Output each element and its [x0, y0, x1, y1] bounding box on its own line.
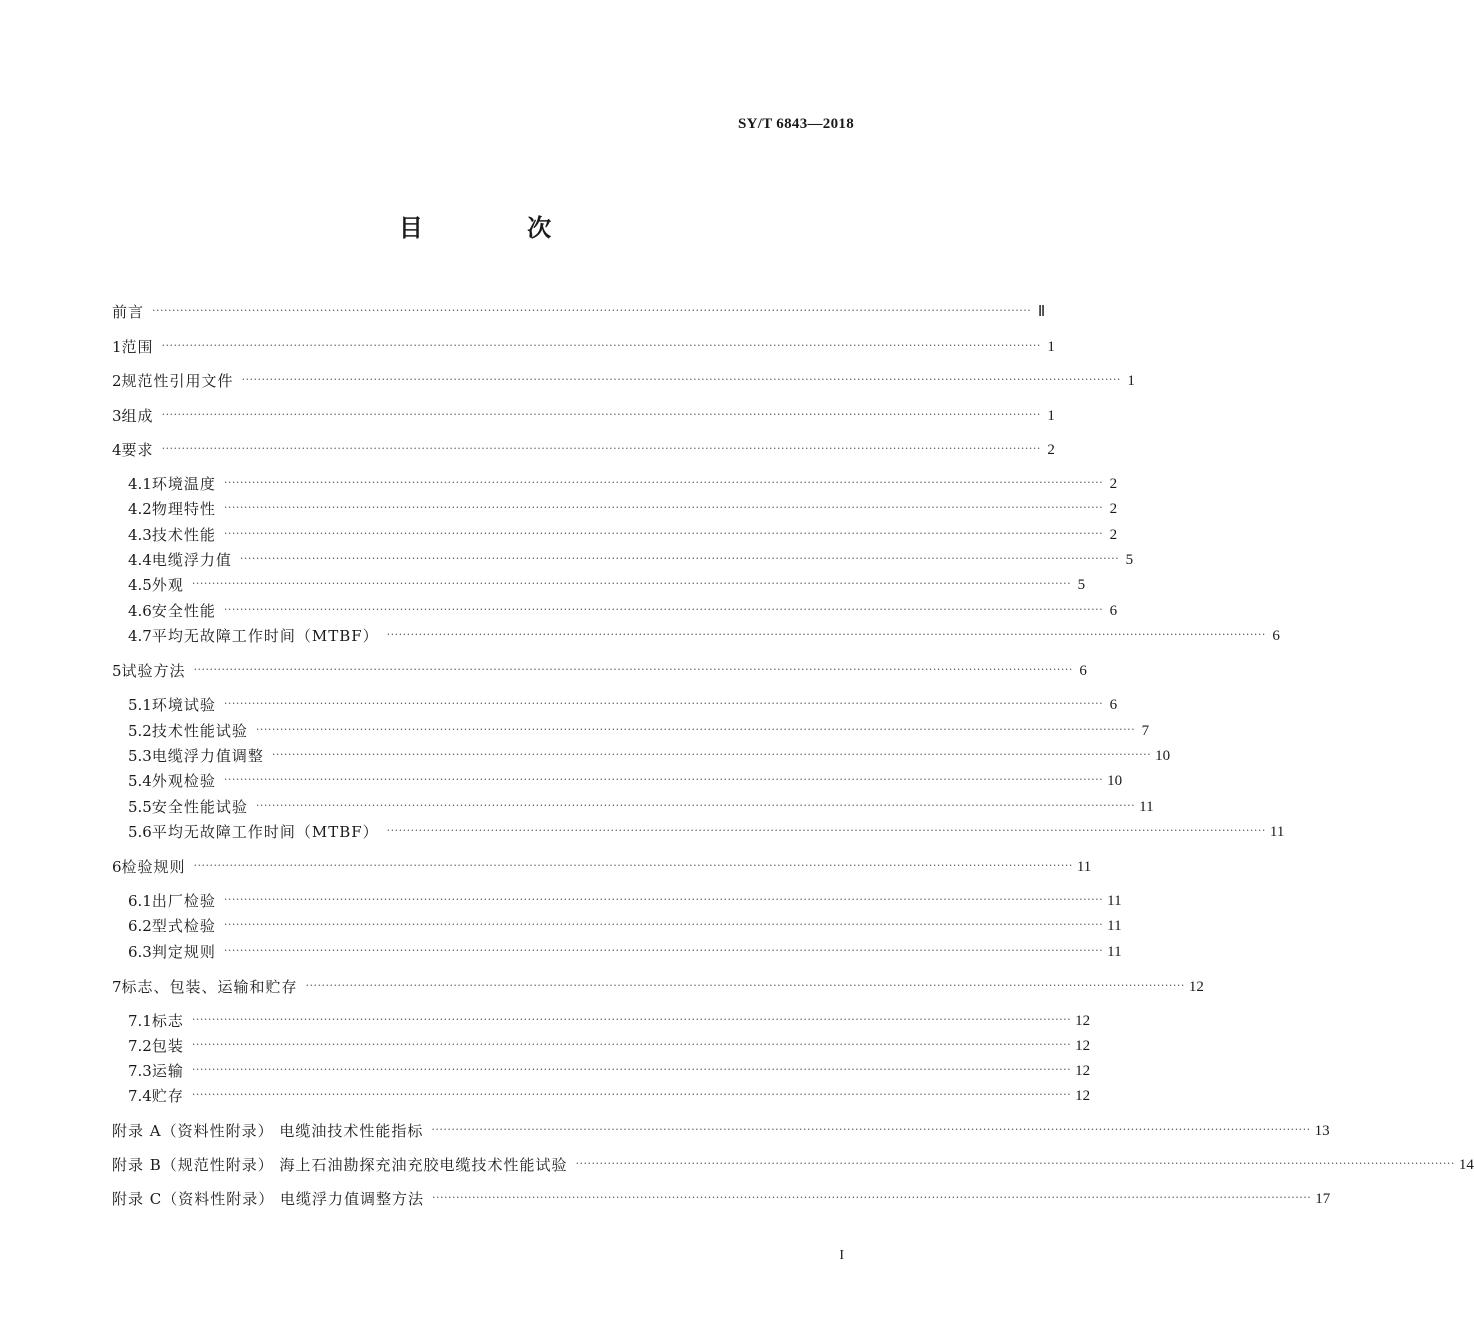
- toc-entry-label: 附录 B（规范性附录） 海上石油勘探充油充胶电缆技术性能试验: [112, 1156, 568, 1174]
- toc-entry-label: 前言: [112, 303, 145, 321]
- toc-entry[interactable]: [128, 769, 1123, 793]
- toc-entry-number: 4.3: [128, 526, 152, 544]
- toc-title: 目 次: [398, 214, 600, 242]
- toc-leader-dots: ····························································································································································································································: [223, 944, 1104, 957]
- toc-entry-page: 2: [1109, 501, 1118, 517]
- toc-entry-label: 型式检验: [151, 917, 216, 935]
- toc-leader-dots: ····························································································································································································································: [305, 979, 1185, 992]
- toc-entry-number: 6: [112, 858, 122, 876]
- toc-entry-number: 7.3: [128, 1062, 152, 1080]
- toc-leader-dots: ····························································································································································································································: [223, 918, 1104, 931]
- toc-entry[interactable]: [128, 573, 1086, 597]
- toc-entry-label: 附录 C（资料性附录） 电缆浮力值调整方法: [112, 1190, 425, 1208]
- standard-code: SY/T 6843—2018: [737, 116, 854, 132]
- toc-entry-number: 6.2: [128, 917, 152, 935]
- toc-entry-number: 3: [112, 407, 122, 425]
- toc-entry[interactable]: [128, 744, 1171, 768]
- toc-entry-page: 14: [1458, 1157, 1474, 1173]
- toc-leader-dots: ····························································································································································································································: [255, 723, 1136, 736]
- toc-entry[interactable]: [112, 404, 1055, 428]
- toc-entry-page: 12: [1188, 979, 1204, 995]
- toc-entry-label: 技术性能试验: [151, 722, 248, 740]
- toc-entry-label: 环境温度: [151, 475, 216, 493]
- toc-entry-page: 11: [1076, 859, 1092, 875]
- toc-entry-label: 判定规则: [151, 943, 216, 961]
- toc-entry-number: 6.3: [128, 943, 152, 961]
- toc-entry-number: 7.4: [128, 1087, 152, 1105]
- toc-entry-number: 4.5: [128, 576, 152, 594]
- toc-entry-number: 5: [112, 662, 122, 680]
- toc-entry-number: 1: [112, 338, 122, 356]
- toc-entry-page: 11: [1107, 944, 1122, 960]
- toc-leader-dots: ····························································································································································································································: [223, 603, 1104, 616]
- toc-entry[interactable]: [128, 1059, 1091, 1083]
- toc-entry-number: 4.4: [128, 551, 152, 569]
- toc-entry[interactable]: [128, 889, 1122, 913]
- toc-leader-dots: ····························································································································································································································: [223, 476, 1104, 489]
- toc-entry-label: 平均无故障工作时间（MTBF）: [151, 823, 379, 841]
- toc-entry-page: 1: [1047, 408, 1055, 424]
- toc-entry-number: 2: [112, 372, 122, 390]
- toc-entry[interactable]: [128, 1034, 1091, 1058]
- toc-entry-page: 2: [1047, 442, 1055, 458]
- toc-entry-label: 外观: [151, 576, 184, 594]
- toc-entry-number: 7.2: [128, 1037, 152, 1055]
- toc-entry-label: 贮存: [151, 1087, 184, 1105]
- toc-entry-label: 标志: [151, 1012, 184, 1030]
- toc-entry-page: 12: [1075, 1088, 1091, 1104]
- toc-entry-label: 环境试验: [151, 696, 216, 714]
- toc-entry-page: 10: [1107, 773, 1123, 789]
- toc-entry-label: 技术性能: [151, 526, 216, 544]
- toc-entry-number: 4.6: [128, 602, 152, 620]
- toc-entry-page: 6: [1272, 628, 1280, 644]
- toc-leader-dots: ····························································································································································································································: [223, 501, 1104, 514]
- toc-entry-number: 4: [112, 441, 122, 459]
- toc-entry-page: 6: [1109, 697, 1118, 713]
- toc-entry-page: 11: [1139, 799, 1154, 815]
- toc-entry-label: 要求: [121, 441, 154, 459]
- toc-entry[interactable]: [112, 1119, 1330, 1143]
- toc-entry[interactable]: [112, 1187, 1331, 1211]
- toc-entry[interactable]: [128, 523, 1118, 547]
- toc-entry-label: 标志、包装、运输和贮存: [121, 978, 298, 996]
- toc-leader-dots: ····························································································································································································································: [239, 552, 1120, 565]
- toc-leader-dots: ····························································································································································································································: [193, 663, 1073, 676]
- toc-leader-dots: ····························································································································································································································: [223, 527, 1104, 540]
- toc-leader-dots: ····························································································································································································································: [191, 1063, 1072, 1076]
- toc-entry-page: Ⅱ: [1037, 304, 1046, 320]
- toc-entry-number: 5.6: [128, 823, 152, 841]
- toc-entry[interactable]: [112, 855, 1092, 879]
- toc-entry-label: 电缆浮力值: [151, 551, 232, 569]
- toc-entry-page: 11: [1107, 918, 1122, 934]
- toc-entry-label: 安全性能: [151, 602, 216, 620]
- toc-entry[interactable]: [112, 369, 1135, 393]
- toc-entry-label: 运输: [151, 1062, 184, 1080]
- toc-entry[interactable]: [112, 335, 1055, 359]
- toc-entry[interactable]: [128, 599, 1118, 623]
- toc-entry-label: 范围: [121, 338, 154, 356]
- toc-entry-number: 4.7: [128, 627, 152, 645]
- toc-entry-page: 1: [1047, 339, 1055, 355]
- toc-leader-dots: ····························································································································································································································: [223, 697, 1104, 710]
- toc-leader-dots: ····························································································································································································································: [191, 1038, 1072, 1051]
- toc-leader-dots: ····························································································································································································································: [271, 748, 1152, 761]
- toc-leader-dots: ····························································································································································································································: [432, 1191, 1312, 1204]
- toc-entry[interactable]: [128, 1084, 1091, 1108]
- toc-entry-page: 7: [1141, 723, 1150, 739]
- toc-entry[interactable]: [128, 472, 1118, 496]
- toc-entry-number: 5.3: [128, 747, 152, 765]
- toc-entry-number: 7: [112, 978, 122, 996]
- toc-entry[interactable]: [128, 914, 1122, 938]
- toc-leader-dots: ····························································································································································································································: [431, 1123, 1311, 1136]
- toc-leader-dots: ····························································································································································································································: [152, 304, 1032, 317]
- toc-entry-page: 6: [1109, 603, 1118, 619]
- toc-entry[interactable]: [128, 624, 1280, 648]
- toc-entry[interactable]: [128, 548, 1134, 572]
- toc-entry-number: 7.1: [128, 1012, 152, 1030]
- toc-entry[interactable]: [128, 693, 1118, 717]
- toc-leader-dots: ····························································································································································································································: [191, 1013, 1072, 1026]
- toc-entry-number: 4.2: [128, 500, 152, 518]
- toc-leader-dots: ····························································································································································································································: [191, 577, 1072, 590]
- toc-entry-label: 包装: [151, 1037, 184, 1055]
- toc-entry-label: 检验规则: [121, 858, 186, 876]
- toc-entry-page: 12: [1075, 1038, 1091, 1054]
- toc-leader-dots: ····························································································································································································································: [223, 773, 1104, 786]
- toc-entry-number: 5.5: [128, 798, 152, 816]
- toc-entry-label: 附录 A（资料性附录） 电缆油技术性能指标: [112, 1122, 424, 1140]
- toc-leader-dots: ····························································································································································································································: [161, 442, 1041, 455]
- toc-entry-page: 1: [1127, 373, 1135, 389]
- toc-entry-label: 安全性能试验: [151, 798, 248, 816]
- toc-entry-page: 11: [1269, 824, 1285, 840]
- toc-entry[interactable]: [128, 795, 1154, 819]
- toc-entry-label: 外观检验: [151, 772, 216, 790]
- toc-entry[interactable]: [112, 659, 1087, 683]
- toc-entry[interactable]: [112, 438, 1055, 462]
- toc-leader-dots: ····························································································································································································································: [255, 799, 1136, 812]
- toc-entry[interactable]: [112, 975, 1204, 999]
- toc-leader-dots: ····························································································································································································································: [241, 373, 1121, 386]
- toc-entry-page: 6: [1079, 663, 1087, 679]
- toc-leader-dots: ····························································································································································································································: [161, 408, 1041, 421]
- toc-entry[interactable]: [128, 719, 1150, 743]
- toc-leader-dots: ····························································································································································································································: [191, 1088, 1072, 1101]
- toc-leader-dots: ····························································································································································································································: [193, 859, 1073, 872]
- toc-entry-page: 12: [1075, 1063, 1091, 1079]
- toc-entry-page: 2: [1109, 527, 1118, 543]
- toc-leader-dots: ····························································································································································································································: [223, 893, 1104, 906]
- toc-leader-dots: ····························································································································································································································: [386, 824, 1266, 837]
- toc-entry[interactable]: [128, 497, 1118, 521]
- toc-entry-label: 物理特性: [151, 500, 216, 518]
- toc-entry-number: 5.4: [128, 772, 152, 790]
- toc-leader-dots: ····························································································································································································································: [575, 1157, 1455, 1170]
- toc-entry-label: 电缆浮力值调整: [151, 747, 264, 765]
- toc-leader-dots: ····························································································································································································································: [161, 339, 1041, 352]
- toc-entry-page: 5: [1077, 577, 1086, 593]
- toc-entry-page: 11: [1107, 893, 1122, 909]
- toc-entry[interactable]: [112, 1153, 1474, 1177]
- toc-entry-number: 5.2: [128, 722, 152, 740]
- toc-entry[interactable]: [128, 940, 1122, 964]
- toc-entry-label: 平均无故障工作时间（MTBF）: [151, 627, 379, 645]
- toc-entry-number: 4.1: [128, 475, 152, 493]
- toc-entry-page: 12: [1075, 1013, 1091, 1029]
- toc-entry-page: 10: [1155, 748, 1171, 764]
- toc-entry-page: 17: [1315, 1191, 1331, 1207]
- toc-entry-page: 2: [1109, 476, 1118, 492]
- toc-entry[interactable]: [112, 300, 1046, 324]
- toc-entry-label: 规范性引用文件: [121, 372, 234, 390]
- toc-entry-page: 13: [1314, 1123, 1330, 1139]
- toc-entry-label: 试验方法: [121, 662, 186, 680]
- toc-entry-label: 出厂检验: [151, 892, 216, 910]
- toc-entry-label: 组成: [121, 407, 154, 425]
- toc-entry-page: 5: [1125, 552, 1134, 568]
- toc-entry[interactable]: [128, 1009, 1091, 1033]
- toc-leader-dots: ····························································································································································································································: [386, 628, 1266, 641]
- toc-entry-number: 6.1: [128, 892, 152, 910]
- page-number: I: [839, 1248, 844, 1263]
- toc-entry[interactable]: [128, 820, 1285, 844]
- toc-entry-number: 5.1: [128, 696, 152, 714]
